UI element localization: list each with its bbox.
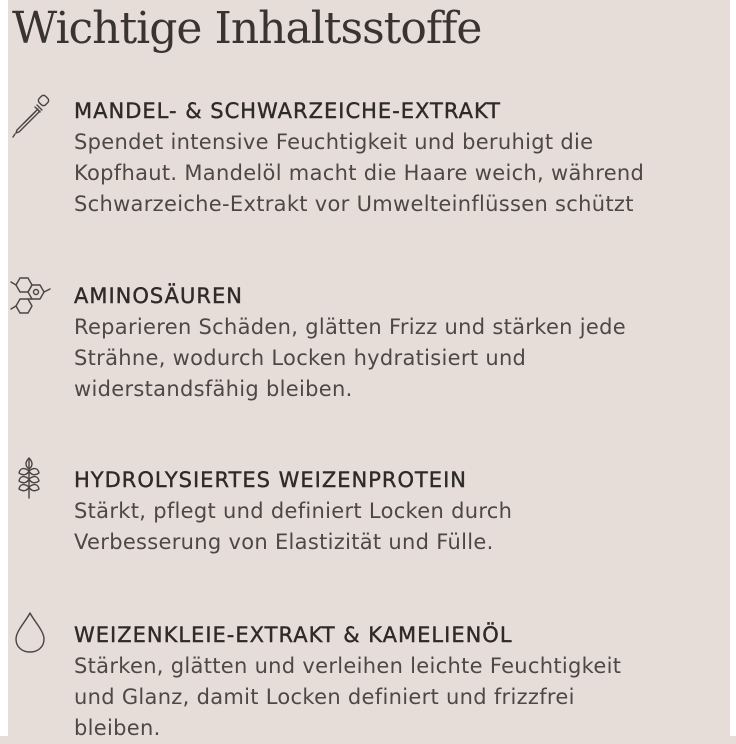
ingredient-title: WEIZENKLEIE-EXTRAKT & KAMELIENÖL — [74, 623, 513, 647]
ingredient-description — [74, 496, 734, 558]
ingredient-description — [74, 312, 734, 405]
page-title: Wichtige Inhaltsstoffe — [12, 3, 482, 54]
description-line: und Glanz, damit Locken definiert und frizzfrei — [74, 685, 575, 709]
description-line: Spendet intensive Feuchtigkeit und beruhigt die — [74, 130, 594, 154]
ingredient-title: MANDEL- & SCHWARZEICHE-EXTRAKT — [74, 99, 501, 123]
description-line: bleiben. — [74, 716, 161, 740]
left-border — [0, 0, 8, 736]
wheat-icon — [8, 454, 54, 500]
description-line: Kopfhaut. Mandelöl macht die Haare weich, während — [74, 161, 645, 185]
description-line: widerstandsfähig bleiben. — [74, 377, 353, 401]
description-line: Stärkt, pflegt und definiert Locken durch — [74, 499, 513, 523]
description-line: Strähne, wodurch Locken hydratisiert und — [74, 346, 527, 370]
dropper-icon — [8, 93, 54, 139]
ingredient-description — [74, 127, 734, 220]
description-line: Reparieren Schäden, glätten Frizz und stärken jede — [74, 315, 626, 339]
description-line: Verbesserung von Elastizität und Fülle. — [74, 530, 494, 554]
drop-icon — [8, 609, 54, 655]
molecule-icon — [8, 272, 54, 318]
description-line: Stärken, glätten und verleihen leichte Feuchtigkeit — [74, 654, 622, 678]
description-line: Schwarzeiche-Extrakt vor Umwelteinflüssen schützt — [74, 192, 634, 216]
ingredient-title: AMINOSÄUREN — [74, 284, 243, 308]
ingredient-description — [74, 651, 734, 744]
ingredient-title: HYDROLYSIERTES WEIZENPROTEIN — [74, 468, 467, 492]
